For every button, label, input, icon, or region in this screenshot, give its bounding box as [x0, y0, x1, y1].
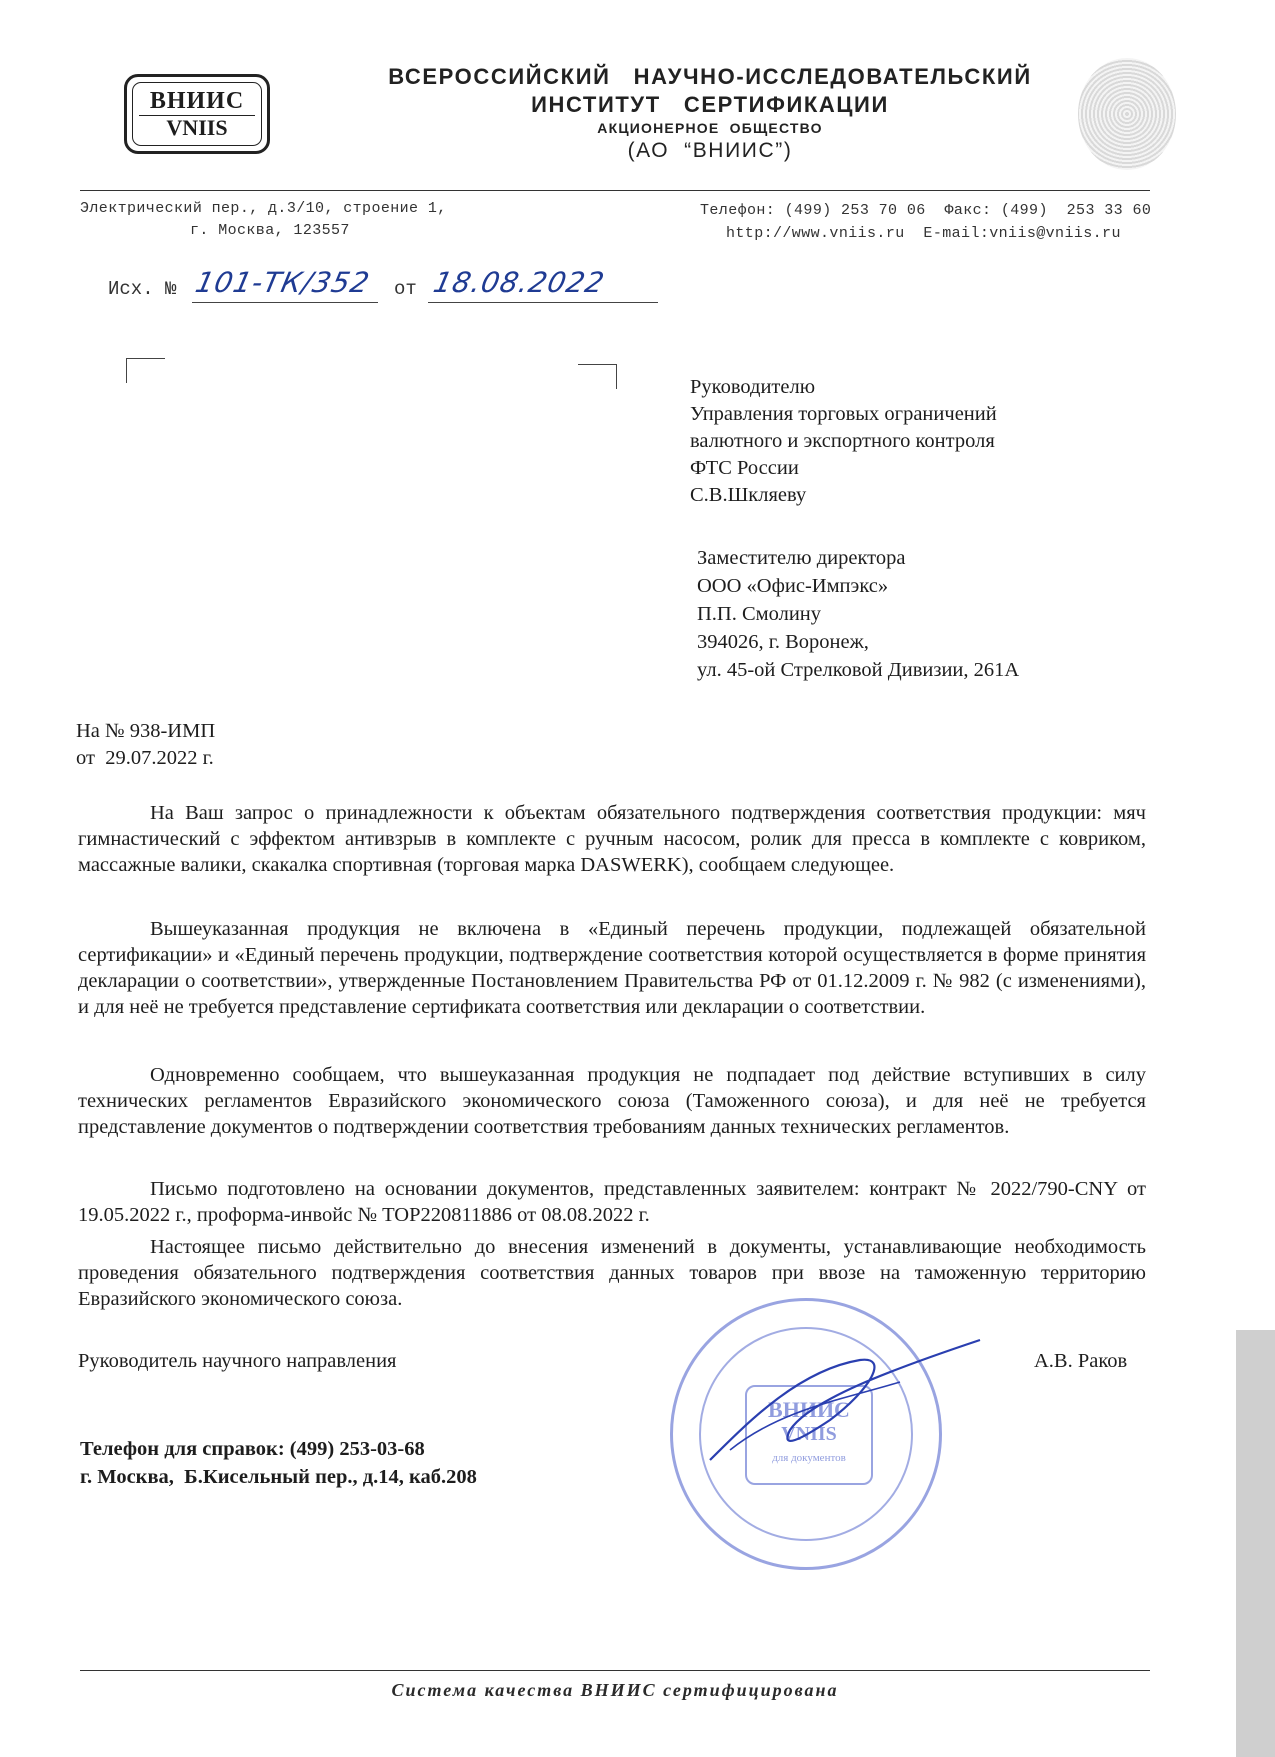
- body-paragraph-4: [78, 1176, 1146, 1228]
- recipient1-line: Руководителю: [690, 376, 816, 398]
- org-name-line1: ВСЕРОССИЙСКИЙ НАУЧНО-ИССЛЕДОВАТЕЛЬСКИЙ: [388, 64, 1032, 89]
- body-p4-text: Письмо подготовлено на основании документов, представленных заявителем: контракт № 2022/790-CNY от 19.05.2022 г., проформа-инвойс № TOP220811886 от 08.08.2022 г.: [78, 1178, 1146, 1226]
- footer-divider: [80, 1670, 1150, 1671]
- outgoing-date: 18.08.2022: [430, 266, 608, 299]
- address-line2: г. Москва, 123557: [190, 222, 350, 239]
- vniis-logo: [124, 74, 270, 154]
- signatory-name: А.В. Раков: [1034, 1350, 1128, 1372]
- body-paragraph-3: [78, 1062, 1146, 1140]
- body-paragraph-2: [78, 916, 1146, 1020]
- recipient1-line: ФТС России: [690, 457, 799, 479]
- reply-to-date: от 29.07.2022 г.: [76, 747, 214, 769]
- address-corner-right: [578, 364, 617, 389]
- recipient2-line: ул. 45-ой Стрелковой Дивизии, 261А: [697, 659, 1020, 681]
- recipient2-line: Заместителю директора: [697, 547, 906, 569]
- outgoing-date-underline: [428, 302, 658, 303]
- outgoing-number: 101-ТК/352: [192, 266, 373, 299]
- reference-address: г. Москва, Б.Кисельный пер., д.14, каб.208: [80, 1466, 477, 1488]
- recipient1-line: валютного и экспортного контроля: [690, 430, 995, 452]
- signatory-position: Руководитель научного направления: [78, 1350, 397, 1372]
- recipient2-line: П.П. Смолину: [697, 603, 822, 625]
- stamp-logo-ru: ВНИИС: [768, 1397, 850, 1422]
- outgoing-label: Исх. №: [108, 278, 177, 300]
- outgoing-number-underline: [192, 302, 378, 303]
- org-name-line2: ИНСТИТУТ СЕРТИФИКАЦИИ: [531, 92, 889, 117]
- reference-phone: Телефон для справок: (499) 253-03-68: [80, 1438, 425, 1460]
- body-paragraph-1: [78, 800, 1146, 878]
- body-p5-text: Настоящее письмо действительно до внесения изменений в документы, устанавливающие необходимость проведения обязательного подтверждения соответствия данных товаров при ввозе на таможенную территорию Евразийского экономического союза.: [78, 1236, 1146, 1310]
- recipient-block-2: [697, 544, 1019, 684]
- hologram-seal-icon: [1078, 58, 1176, 170]
- logo-text-ru: ВНИИС: [149, 88, 245, 114]
- body-p3-text: Одновременно сообщаем, что вышеуказанная продукция не подпадает под действие вступивших в силу технических регламентов Евразийского экономического союза (Таможенного союза), и для неё не требуется представление документов о подтверждении соответствия требованиям данных технических регламентов.: [78, 1064, 1146, 1138]
- outgoing-date-label: от: [394, 278, 417, 300]
- vniis-logo-frame: [132, 82, 262, 146]
- reply-to-number: На № 938-ИМП: [76, 720, 216, 742]
- address-line1: Электрический пер., д.3/10, строение 1,: [80, 200, 447, 217]
- body-p1-text: На Ваш запрос о принадлежности к объектам обязательного подтверждения соответствия продукции: мяч гимнастический с эффектом антивзрыв в комплекте с ручным насосом, ролик для пресса в комплекте с ковриком, массажные валики, скакалка спортивная (торговая марка DASWERK), сообщаем следующее.: [78, 802, 1146, 876]
- recipient2-line: 394026, г. Воронеж,: [697, 631, 869, 653]
- scan-edge-shadow: [1236, 1330, 1275, 1757]
- handwritten-signature: [690, 1330, 990, 1480]
- body-p2-text: Вышеуказанная продукция не включена в «Единый перечень продукции, подлежащей обязательной сертификации» и «Единый перечень продукции, подтверждение соответствия которой осуществляется в форме принятия декларации о соответствии», утвержденные Постановлением Правительства РФ от 01.12.2009 г. № 982 (с изменениями), и для неё не требуется представление сертификата соответствия или декларации о соответствии.: [78, 918, 1146, 1018]
- org-type: АКЦИОНЕРНОЕ ОБЩЕСТВО: [597, 120, 823, 136]
- recipient1-line: Управления торговых ограничений: [690, 403, 997, 425]
- phone-fax-line: Телефон: (499) 253 70 06 Факс: (499) 253 33 60: [700, 202, 1152, 219]
- web-email-line: http://www.vniis.ru E-mail:vniis@vniis.ru: [726, 225, 1121, 242]
- recipient-block-1: [690, 374, 997, 509]
- recipient1-line: С.В.Шкляеву: [690, 484, 807, 506]
- org-short-name: (АО “ВНИИС”): [627, 139, 793, 162]
- body-paragraph-5: [78, 1234, 1146, 1312]
- recipient2-line: ООО «Офис-Импэкс»: [697, 575, 889, 597]
- address-corner-left: [126, 358, 165, 383]
- stamp-sub: для документов: [772, 1452, 846, 1464]
- header-divider: [80, 190, 1150, 191]
- logo-text-en: VNIIS: [139, 115, 255, 140]
- reply-to-block: [76, 718, 215, 772]
- footer-quality-note: Система качества ВНИИС сертифицирована: [391, 1680, 839, 1700]
- stamp-logo-en: VNIIS: [781, 1423, 837, 1445]
